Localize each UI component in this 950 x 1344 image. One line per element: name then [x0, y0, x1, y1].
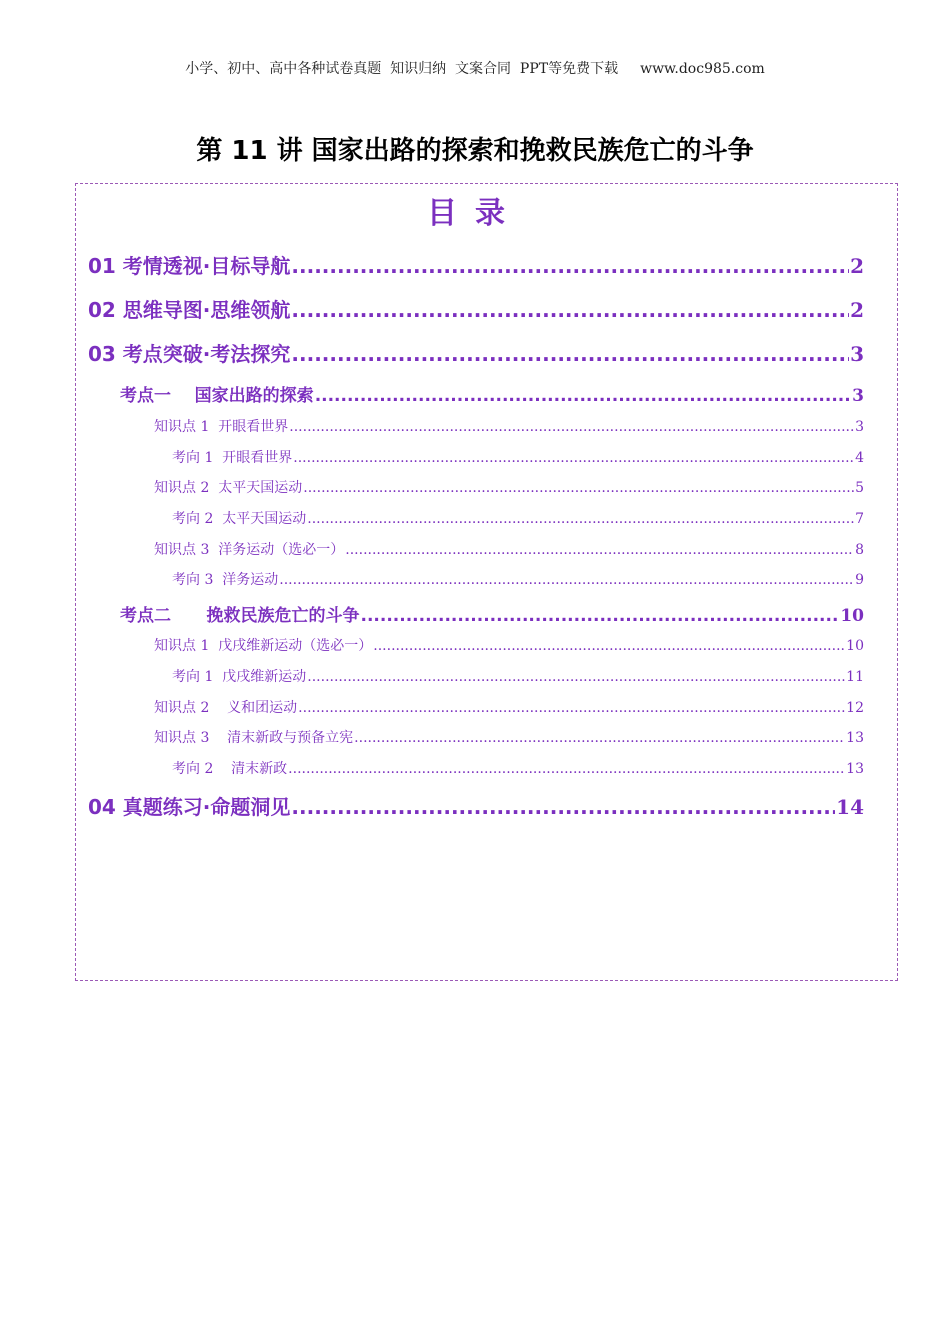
toc-entry-kaoxiang-2-1[interactable]: [172, 666, 864, 686]
toc-leader-dots: [373, 638, 845, 654]
toc-entry-zhishidian-2-3[interactable]: [154, 727, 864, 747]
toc-entry-label: 考向 2 太平天国运动: [172, 511, 307, 527]
toc-entry-label: 知识点 3 洋务运动（选必一）: [154, 542, 345, 558]
toc-leader-dots: [291, 342, 849, 366]
toc-leader-dots: [354, 730, 845, 746]
toc-leader-dots: [307, 511, 854, 527]
toc-entry-label: 考向 1 开眼看世界: [172, 450, 293, 466]
toc-entry-zhishidian-1-3[interactable]: [154, 539, 864, 559]
toc-entry-page: 3: [855, 419, 864, 435]
toc-entry-label: 考点一 国家出路的探索: [120, 386, 314, 406]
toc-leader-dots: [279, 572, 854, 588]
toc-leader-dots: [307, 669, 845, 685]
toc-leader-dots: [289, 419, 854, 435]
toc-entry-page: 10: [840, 606, 864, 626]
toc-entry-03[interactable]: [88, 338, 864, 367]
toc-entry-zhishidian-1-2[interactable]: [154, 477, 864, 497]
toc-leader-dots: [361, 606, 840, 626]
toc-leader-dots: [345, 542, 854, 558]
toc-entry-page: 14: [836, 795, 864, 819]
toc-leader-dots: [291, 254, 849, 278]
toc-entry-page: 10: [846, 638, 864, 654]
toc-entry-page: 3: [850, 342, 864, 366]
toc-entry-label: 01 考情透视·目标导航: [88, 254, 291, 278]
toc-entry-page: 11: [846, 669, 864, 685]
toc-entry-label: 知识点 1 开眼看世界: [154, 419, 289, 435]
toc-entry-page: 2: [850, 254, 864, 278]
toc-entry-zhishidian-2-2[interactable]: [154, 697, 864, 717]
toc-leader-dots: [298, 700, 845, 716]
toc-leader-dots: [291, 795, 835, 819]
header-text: 小学、初中、高中各种试卷真题 知识归纳 文案合同 PPT等免费下载: [185, 61, 619, 77]
toc-entry-label: 04 真题练习·命题洞见: [88, 795, 291, 819]
header-site-link[interactable]: www.doc985.com: [640, 61, 765, 77]
toc-entry-label: 03 考点突破·考法探究: [88, 342, 291, 366]
toc-entry-kaodian-1[interactable]: [120, 381, 864, 406]
document-title: 第 11 讲 国家出路的探索和挽救民族危亡的斗争: [196, 136, 754, 166]
toc-entry-page: 9: [855, 572, 864, 588]
toc-entry-page: 4: [855, 450, 864, 466]
toc-entry-page: 5: [855, 480, 864, 496]
toc-entry-04[interactable]: [88, 791, 864, 820]
toc-entry-02[interactable]: [88, 294, 864, 323]
toc-entry-label: 考向 2 清末新政: [172, 761, 288, 777]
toc-entry-zhishidian-2-1[interactable]: [154, 635, 864, 655]
toc-leader-dots: [293, 450, 854, 466]
toc-entry-01[interactable]: [88, 250, 864, 279]
toc-entry-label: 知识点 3 清末新政与预备立宪: [154, 730, 354, 746]
toc-entry-kaoxiang-1-3[interactable]: [172, 569, 864, 589]
toc-entry-kaodian-2[interactable]: [120, 601, 864, 626]
toc-entry-page: 13: [846, 730, 864, 746]
toc-entry-page: 7: [855, 511, 864, 527]
toc-entry-label: 02 思维导图·思维领航: [88, 298, 291, 322]
toc-entry-page: 2: [850, 298, 864, 322]
toc-entry-page: 12: [846, 700, 864, 716]
toc-leader-dots: [303, 480, 854, 496]
page-header: [0, 58, 950, 78]
toc-entry-kaoxiang-1-1[interactable]: [172, 447, 864, 467]
toc-entry-kaoxiang-1-2[interactable]: [172, 508, 864, 528]
toc-leader-dots: [315, 386, 851, 406]
toc-entry-label: 知识点 2 义和团运动: [154, 700, 298, 716]
toc-entry-label: 知识点 1 戊戌维新运动（选必一）: [154, 638, 373, 654]
toc-entry-page: 13: [846, 761, 864, 777]
toc-leader-dots: [291, 298, 849, 322]
toc-entry-kaoxiang-2-2[interactable]: [172, 758, 864, 778]
toc-entry-page: 8: [855, 542, 864, 558]
toc-entry-label: 考向 3 洋务运动: [172, 572, 279, 588]
toc-heading: 目录: [427, 196, 523, 231]
toc-leader-dots: [288, 761, 845, 777]
toc-entry-label: 考向 1 戊戌维新运动: [172, 669, 307, 685]
toc-entry-page: 3: [852, 386, 864, 406]
toc-entry-zhishidian-1-1[interactable]: [154, 416, 864, 436]
toc-entry-label: 知识点 2 太平天国运动: [154, 480, 303, 496]
toc-entry-label: 考点二 挽救民族危亡的斗争: [120, 606, 360, 626]
